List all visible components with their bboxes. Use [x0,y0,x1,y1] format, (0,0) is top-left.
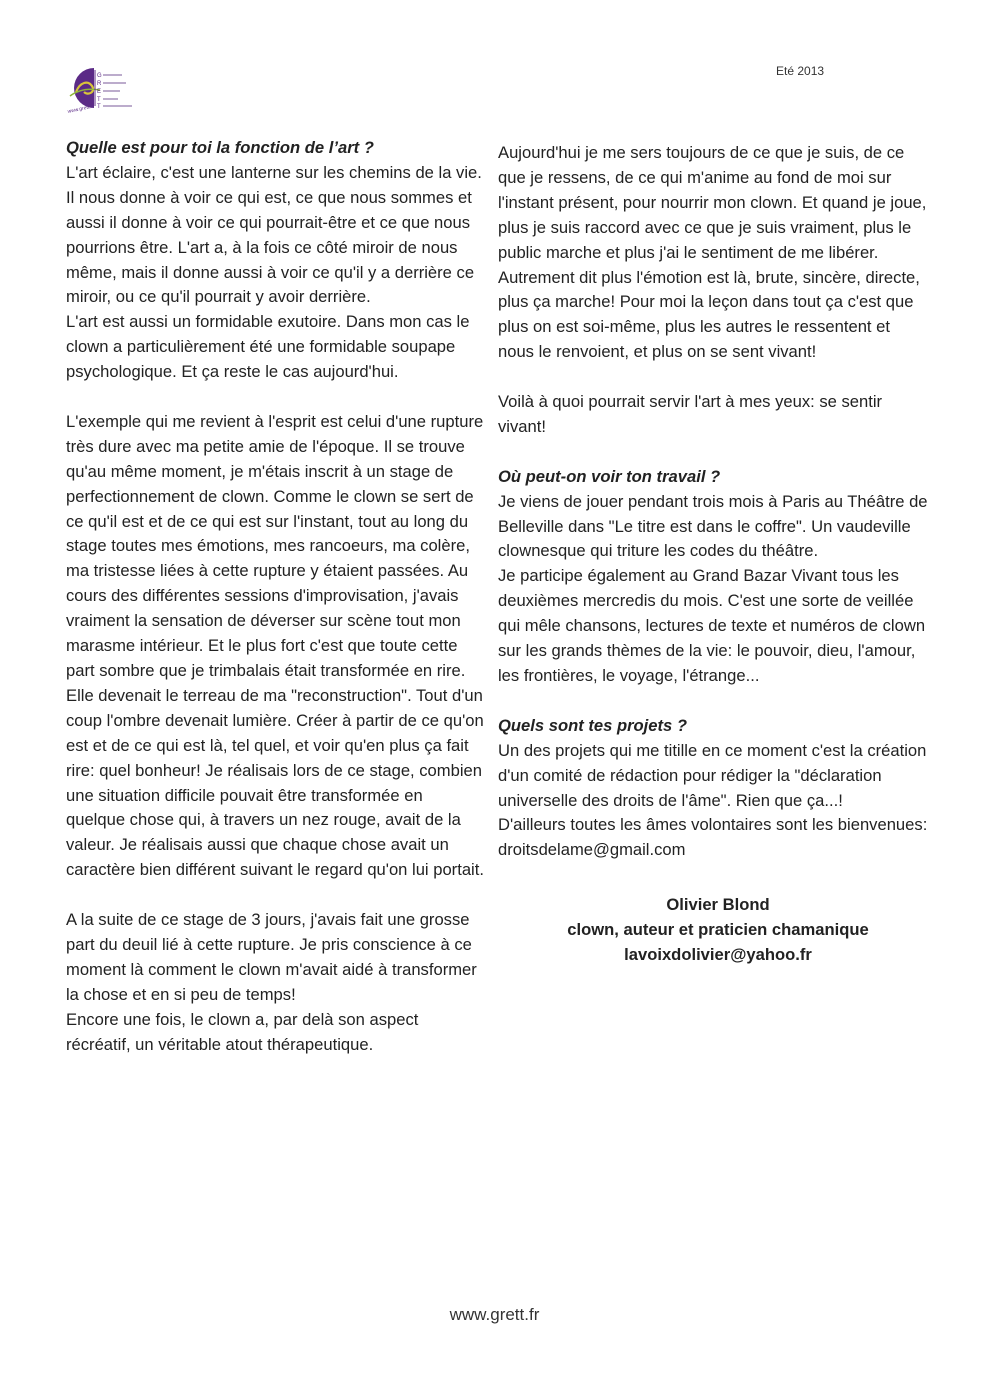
question-projects: Quels sont tes projets ? [498,715,688,735]
signature-role: clown, auteur et praticien chamanique [567,920,869,940]
answer-paragraph: D'ailleurs toutes les âmes volontaires sont les bienvenues: [498,815,928,835]
answer-paragraph: Encore une fois, le clown a, par delà son aspect récréatif, un véritable atout thérapeutique. [66,1009,419,1054]
svg-text:R: R [97,81,102,87]
paragraph-spacer [498,440,928,465]
paragraph-spacer [498,365,928,390]
grett-logo-icon [66,64,138,114]
answer-paragraph: Voilà à quoi pourrait servir l'art à mes yeux: se sentir vivant! [498,392,883,436]
svg-text:G: G [97,73,102,79]
svg-text:T: T [97,104,101,110]
answer-paragraph: Aujourd'hui je me sers toujours de ce que je suis, de ce que je ressens, de ce qui m'anime au fond de moi sur l'instant présent, pour nourrir mon clown. Et quand je joue, plus je suis raccord avec ce que je suis vraiment, plus le public marche et plus j'ai le sentiment de me libérer. Autrement dit plus l'émotion est là, brute, sincère, directe, plus ça marche! Pour moi la leçon dans tout ça c'est que plus on est soi-même, plus les autres le ressentent et nous le renvoient, et plus on se sent vivant! [498,143,927,362]
answer-paragraph: Je viens de jouer pendant trois mois à Paris au Théâtre de Belleville dans "Le titre est dans le coffre". Un vaudeville clownesque qui triture les codes du théâtre. [498,491,928,561]
answer-paragraph: A la suite de ce stage de 3 jours, j'avais fait une grosse part du deuil lié à cette rupture. Je pris conscience à ce moment là comment le clown m'avait aidé à transformer la chose et en si peu de temps! [66,910,477,1004]
issue-date: Eté 2013 [776,64,825,78]
footer-url-link[interactable]: www.grett.fr [449,1305,540,1324]
question-where-work: Où peut-on voir ton travail ? [498,466,721,486]
left-column [66,136,486,1058]
signature-name: Olivier Blond [666,895,770,915]
answer-paragraph: L'art est aussi un formidable exutoire. Dans mon cas le clown a particulièrement été une formidable soupape psychologique. Et ça reste le cas aujourd'hui. [66,312,470,382]
paragraph-spacer [66,385,486,410]
svg-text:T: T [97,97,101,103]
question-art-function: Quelle est pour toi la fonction de l’art ? [66,138,374,157]
paragraph-spacer [498,689,928,714]
answer-paragraph: L'art éclaire, c'est une lanterne sur les chemins de la vie. Il nous donne à voir ce qui est, ce que nous sommes et aussi il donne à voir ce qui pourrait-être et ce que nous pourrions être. L'art a, à la fois ce côté miroir de nous même, mais il donne aussi à voir ce qu'il y a derrière ce miroir, ou ce qu'il pourrait y avoir derrière. [66,162,482,307]
signature-block [508,893,928,968]
project-email-link[interactable]: droitsdelame@gmail.com [498,840,686,860]
answer-paragraph: Un des projets qui me titille en ce moment c'est la création d'un comité de rédaction pour rédiger la "déclaration universelle des droits de l'âme". Rien que ça...! [498,740,927,810]
paragraph-spacer [66,883,486,908]
svg-text:E: E [97,89,102,95]
answer-paragraph: L'exemple qui me revient à l'esprit est celui d'une rupture très dure avec ma petite amie de l'époque. Il se trouve qu'au même moment, je m'étais inscrit à un stage de perfectionnement de clown. Comme le clown se sert de ce qu'il est et de ce qui est sur l'instant, tout au long du stage toutes mes émotions, mes rancoeurs, ma colère, ma tristesse liées à cette rupture y étaient passées. Au cours des différentes sessions d'improvisation, j'avais vraiment la sensation de déverser sur scène tout mon marasme intérieur. Et le plus fort c'est que toute cette part sombre que je trimbalais était transformée en rire. Elle devenait le terreau de ma "reconstruction". Tout d'un coup l'ombre devenait lumière. Créer à partir de ce qu'on est et de ce qui est là, tel quel, et voir qu'en plus ça fait rire: quel bonheur! Je réalisais lors de ce stage, combien une situation difficile pouvait être transformée en quelque chose qui, à travers un nez rouge, avait de la valeur. Je réalisais aussi que chaque chose avait un caractère bien différent suivant le regard qu'on lui portait. [66,411,484,880]
signature-email-link[interactable]: lavoixdolivier@yahoo.fr [624,945,812,965]
right-column [498,141,928,968]
answer-paragraph: Je participe également au Grand Bazar Vivant tous les deuxièmes mercredis du mois. C'est une sorte de veillée qui mêle chansons, lectures de texte et numéros de clown sur les grands thèmes de la vie: le pouvoir, dieu, l'amour, les frontières, le voyage, l'étrange... [498,566,926,685]
svg-text:www.grett.fr: www.grett.fr [67,103,95,114]
